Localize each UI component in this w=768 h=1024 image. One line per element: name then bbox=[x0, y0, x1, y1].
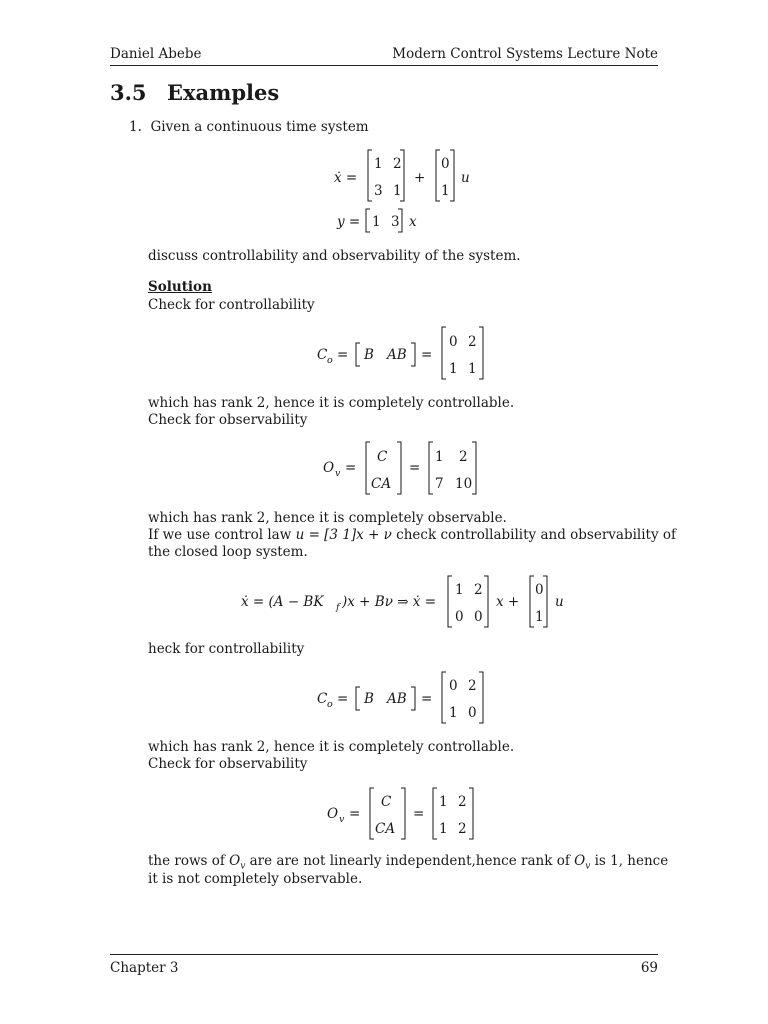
ctrl-cell: 1 bbox=[449, 361, 458, 377]
A-cell: 1 bbox=[374, 156, 383, 172]
output-equation bbox=[336, 209, 417, 232]
ov-inline-2: $O_v$ bbox=[574, 853, 591, 872]
obs-cell: 2 bbox=[458, 821, 467, 837]
C-cell: 1 bbox=[372, 214, 381, 230]
ctrl-block: B bbox=[364, 347, 374, 363]
problem-number: 1. bbox=[129, 119, 142, 135]
obs-block: C bbox=[381, 794, 392, 810]
obs-cell: 1 bbox=[435, 449, 444, 465]
C-cell: 3 bbox=[391, 214, 400, 230]
ctrl-symbol: C bbox=[317, 691, 328, 707]
ov-inline-1: $O_v$ bbox=[229, 853, 246, 872]
obs-cell: 1 bbox=[439, 794, 448, 810]
state-eq-lhs: ẋ = bbox=[334, 170, 358, 186]
control-law-line2: the closed loop system. bbox=[148, 544, 308, 560]
section-title: Examples bbox=[167, 80, 280, 105]
ctrl-cell: 1 bbox=[468, 361, 477, 377]
final-line-2: it is not completely observable. bbox=[148, 871, 363, 887]
observability-matrix-2 bbox=[327, 788, 473, 839]
ctrl-block: B bbox=[364, 691, 374, 707]
equals-sign: = bbox=[421, 347, 433, 363]
plus-sign: + bbox=[414, 170, 426, 186]
obs-block: CA bbox=[371, 476, 392, 492]
control-law-post: check controllability and observability of bbox=[391, 527, 677, 543]
ctrl-cell: 0 bbox=[468, 705, 477, 721]
footer-chapter: Chapter 3 bbox=[110, 960, 179, 976]
B-cell: 1 bbox=[441, 183, 450, 199]
ctrl-block: AB bbox=[387, 691, 407, 707]
closed-A-cell: 0 bbox=[455, 609, 464, 625]
heck-ctrl-text: heck for controllability bbox=[148, 641, 305, 657]
B-cell: 0 bbox=[441, 156, 450, 172]
observability-matrix-1 bbox=[323, 442, 476, 494]
closed-loop-sub: f bbox=[336, 602, 340, 613]
ctrl-block: AB bbox=[387, 347, 407, 363]
closed-input: u bbox=[555, 594, 564, 610]
footer-page-number: 69 bbox=[640, 960, 658, 976]
closed-mid: x + bbox=[496, 594, 520, 610]
equals-sign: = bbox=[409, 460, 421, 476]
obs-cell: 2 bbox=[458, 794, 467, 810]
state-symbol: x bbox=[409, 214, 417, 230]
obs-cell: 10 bbox=[455, 476, 473, 492]
ctrl-symbol: C bbox=[317, 347, 328, 363]
control-law-line1 bbox=[148, 527, 676, 544]
input-symbol: u bbox=[461, 170, 470, 186]
ctrl-cell: 1 bbox=[449, 705, 458, 721]
state-equation bbox=[334, 150, 470, 201]
closed-loop-equation bbox=[241, 576, 564, 627]
closed-B-cell: 1 bbox=[535, 609, 544, 625]
equals-sign: = bbox=[349, 806, 361, 822]
obs-cell: 2 bbox=[459, 449, 468, 465]
problem-intro: Given a continuous time system bbox=[150, 119, 369, 135]
ctrl-subscript: o bbox=[327, 355, 333, 366]
discuss-text: discuss controllability and observability of the system. bbox=[148, 248, 521, 264]
equals-sign: = bbox=[337, 691, 349, 707]
check-obs-text-2: Check for observability bbox=[148, 756, 308, 772]
obs-cell: 1 bbox=[439, 821, 448, 837]
obs-cell: 7 bbox=[435, 476, 444, 492]
final-a: the rows of bbox=[148, 853, 230, 869]
output-eq-lhs: y = bbox=[337, 214, 361, 230]
ctrl-cell: 0 bbox=[449, 334, 458, 350]
obs-result-text: which has rank 2, hence it is completely observable. bbox=[148, 510, 507, 526]
ctrl-subscript: o bbox=[327, 699, 333, 710]
controllability-matrix-1 bbox=[317, 327, 483, 379]
equals-sign: = bbox=[345, 460, 357, 476]
equals-sign: = bbox=[337, 347, 349, 363]
check-ctrl-text: Check for controllability bbox=[148, 297, 315, 313]
final-b: are are not linearly independent,hence rank of bbox=[245, 853, 575, 869]
running-header-author: Daniel Abebe bbox=[110, 46, 202, 62]
footer-rule bbox=[110, 954, 658, 955]
running-header-title: Modern Control Systems Lecture Note bbox=[392, 46, 658, 62]
closed-B-cell: 0 bbox=[535, 582, 544, 598]
obs-subscript: v bbox=[335, 468, 341, 479]
closed-A-cell: 2 bbox=[474, 582, 483, 598]
A-cell: 2 bbox=[393, 156, 402, 172]
final-c: is 1, hence bbox=[590, 853, 669, 869]
obs-block: C bbox=[377, 449, 388, 465]
section-number: 3.5 bbox=[110, 80, 147, 105]
check-obs-text: Check for observability bbox=[148, 412, 308, 428]
A-cell: 1 bbox=[393, 183, 402, 199]
closed-A-cell: 1 bbox=[455, 582, 464, 598]
obs-symbol: O bbox=[327, 806, 339, 822]
ctrl-cell: 2 bbox=[468, 678, 477, 694]
obs-symbol: O bbox=[323, 460, 335, 476]
control-law-pre: If we use control law bbox=[148, 527, 296, 543]
ctrl-cell: 0 bbox=[449, 678, 458, 694]
ctrl-cell: 2 bbox=[468, 334, 477, 350]
closed-loop-lhs: ẋ = (A − BK bbox=[241, 594, 324, 610]
obs-subscript: v bbox=[339, 814, 345, 825]
control-law-expr: u = [3 1]x + ν bbox=[295, 527, 392, 543]
equals-sign: = bbox=[413, 806, 425, 822]
obs-block: CA bbox=[375, 821, 396, 837]
ctrl-result-text-2: which has rank 2, hence it is completely controllable. bbox=[148, 739, 515, 755]
controllability-matrix-2 bbox=[317, 672, 483, 723]
closed-A-cell: 0 bbox=[474, 609, 483, 625]
equals-sign: = bbox=[421, 691, 433, 707]
solution-heading: Solution bbox=[148, 279, 212, 295]
ctrl-result-text: which has rank 2, hence it is completely controllable. bbox=[148, 395, 515, 411]
A-cell: 3 bbox=[374, 183, 383, 199]
closed-loop-rhs: )x + Bν ⇒ ẋ = bbox=[342, 594, 437, 610]
